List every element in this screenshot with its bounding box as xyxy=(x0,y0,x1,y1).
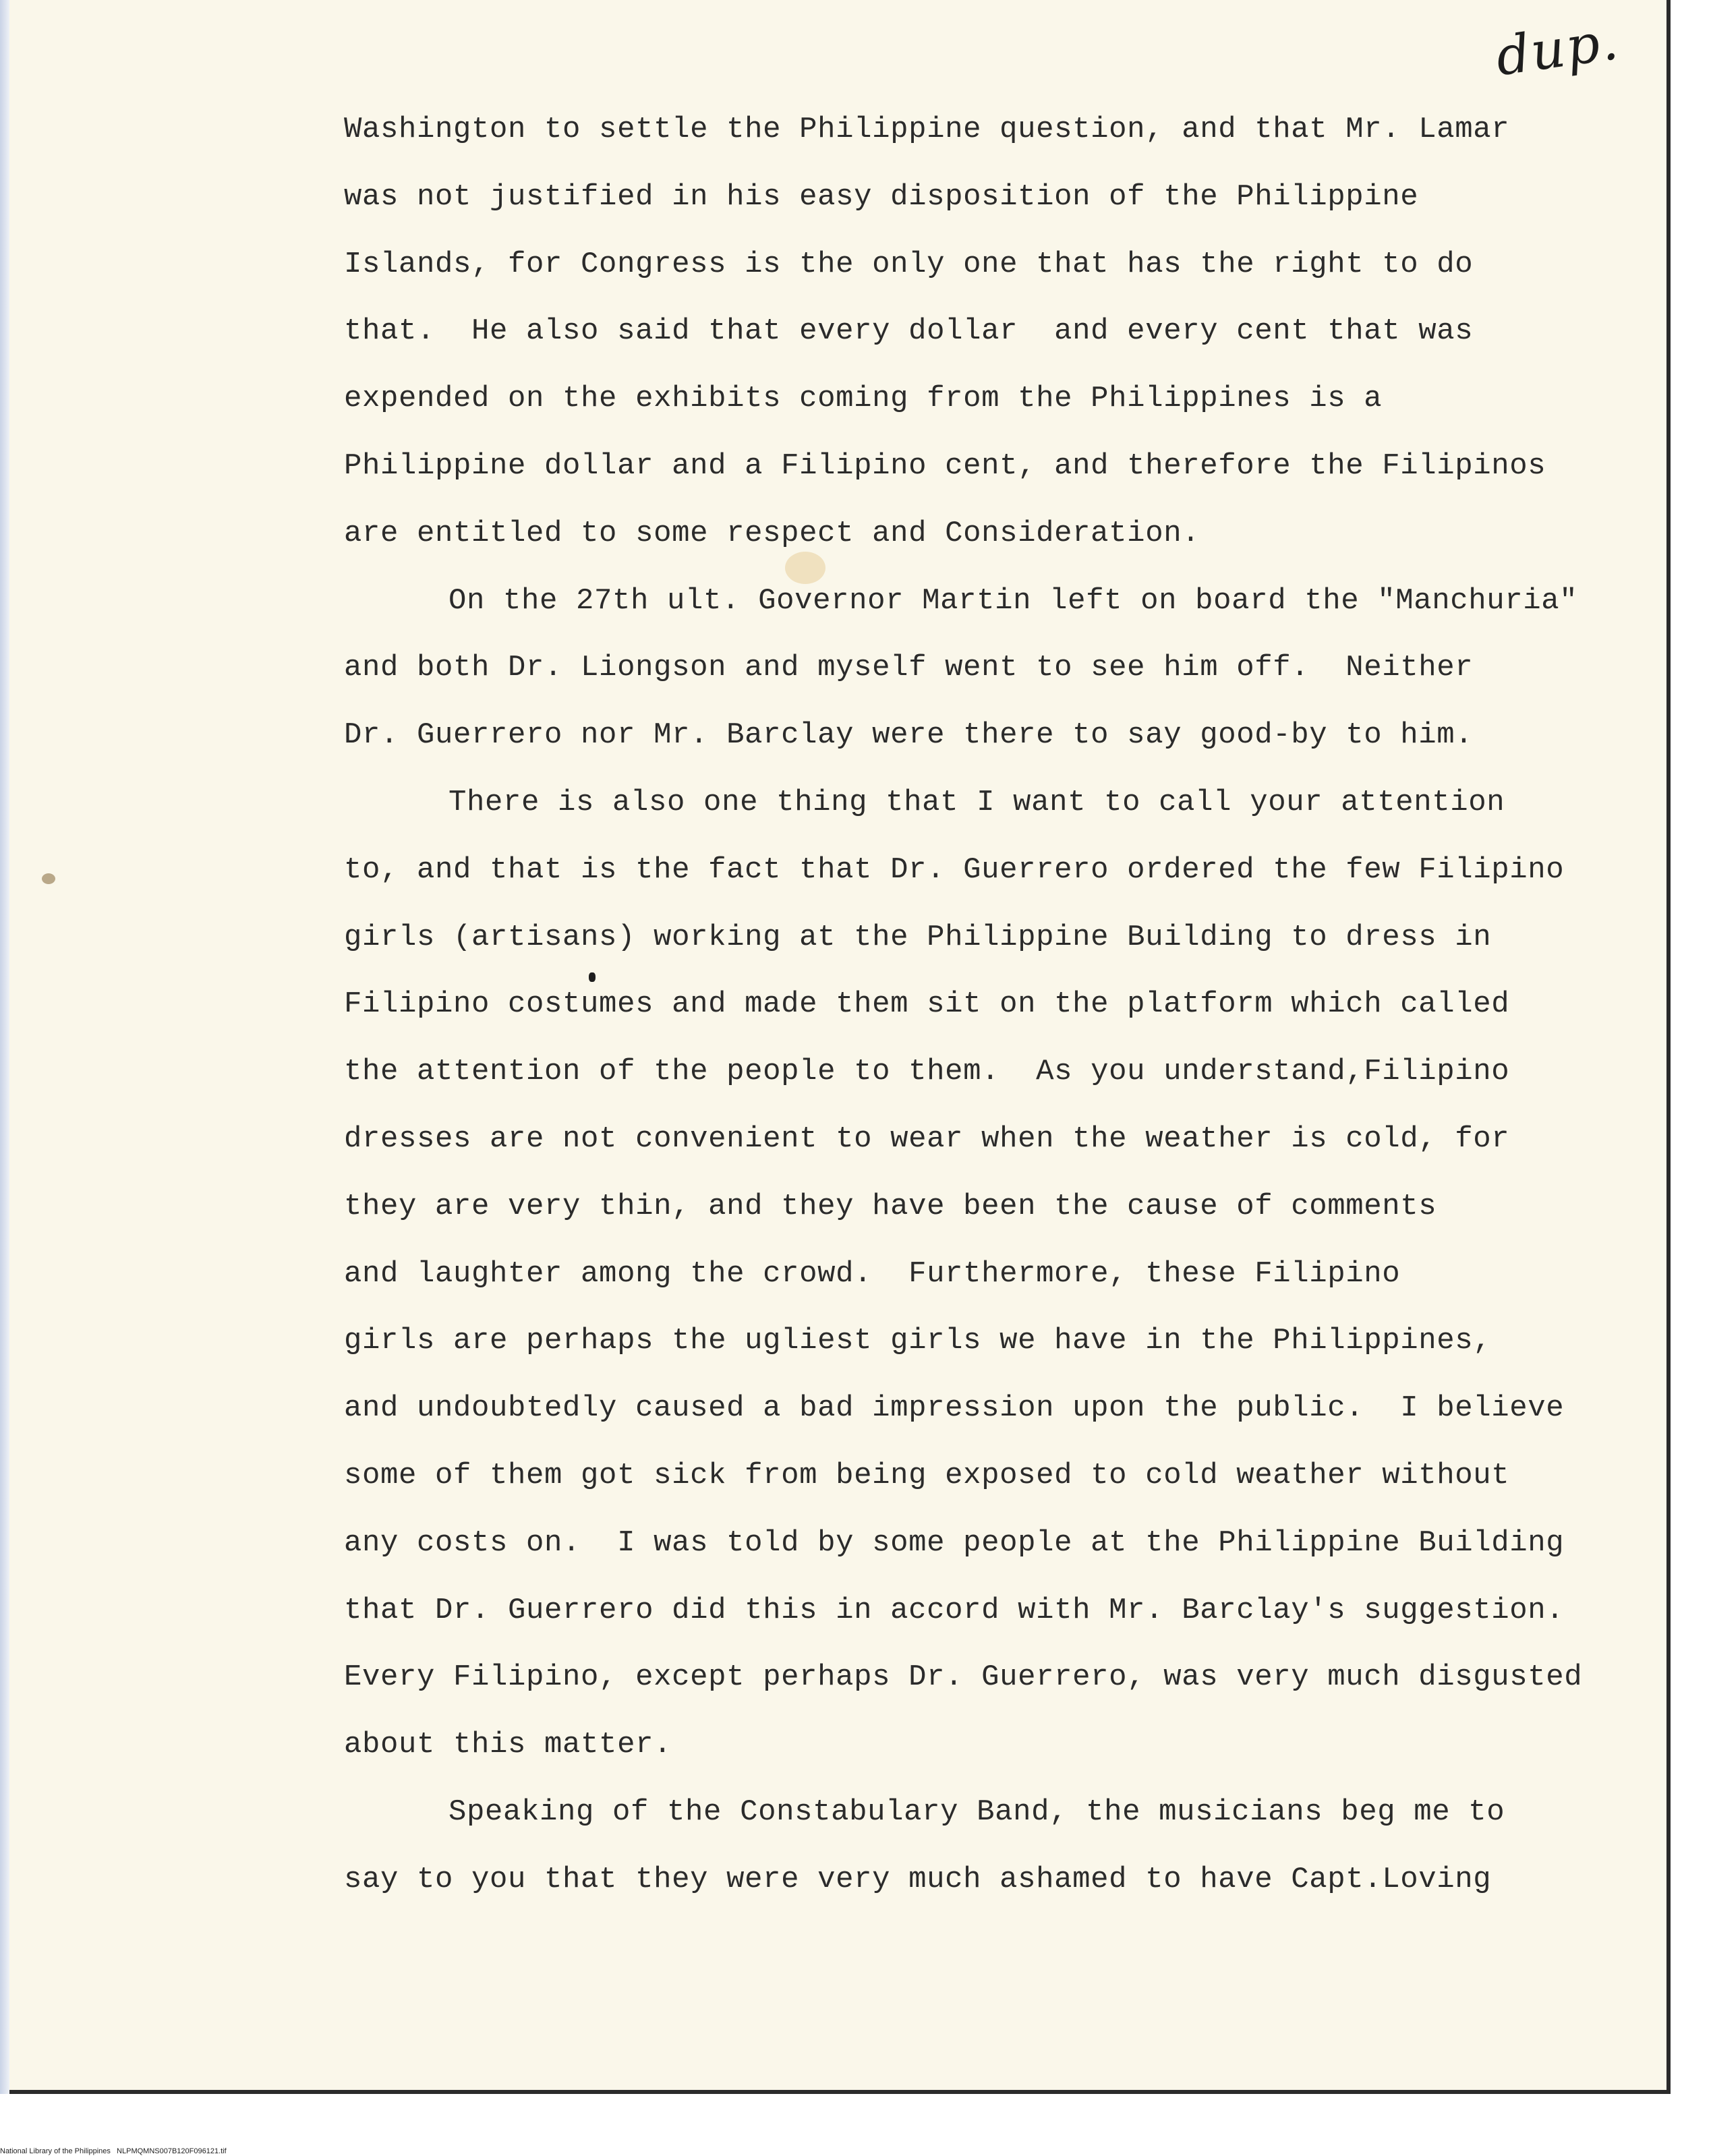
text-line: On the 27th ult. Governor Martin left on board the "Manchuria" xyxy=(448,584,1578,618)
ink-dot xyxy=(589,972,596,982)
text-line: and both Dr. Liongson and myself went to see him off. Neither xyxy=(344,651,1474,684)
text-line: Islands, for Congress is the only one that has the right to do xyxy=(344,247,1474,281)
text-line: Filipino costumes and made them sit on the platform which called xyxy=(344,987,1510,1021)
text-line: are entitled to some respect and Consideration. xyxy=(344,517,1200,550)
text-line: and undoubtedly caused a bad impression upon the public. I believe xyxy=(344,1391,1565,1425)
text-line: Dr. Guerrero nor Mr. Barclay were there to say good-by to him. xyxy=(344,718,1474,752)
text-line: Philippine dollar and a Filipino cent, and therefore the Filipinos xyxy=(344,449,1546,483)
text-line: any costs on. I was told by some people at the Philippine Building xyxy=(344,1526,1565,1560)
text-line: about this matter. xyxy=(344,1728,672,1761)
text-line: expended on the exhibits coming from the Philippines is a xyxy=(344,382,1383,415)
text-line: was not justified in his easy disposition of the Philippine xyxy=(344,180,1419,214)
archive-caption: National Library of the Philippines NLPMQMNS007B120F096121.tif xyxy=(0,2147,227,2155)
text-line: some of them got sick from being exposed to cold weather without xyxy=(344,1459,1510,1492)
text-line: and laughter among the crowd. Furthermore, these Filipino xyxy=(344,1257,1401,1291)
handwritten-annotation: dup. xyxy=(1492,10,1623,88)
text-line: that Dr. Guerrero did this in accord with Mr. Barclay's suggestion. xyxy=(344,1594,1565,1627)
text-line: girls are perhaps the ugliest girls we have in the Philippines, xyxy=(344,1324,1492,1358)
text-line: dresses are not convenient to wear when the weather is cold, for xyxy=(344,1122,1510,1156)
text-line: Speaking of the Constabulary Band, the musicians beg me to xyxy=(448,1795,1505,1829)
text-line: There is also one thing that I want to call your attention xyxy=(448,786,1505,819)
text-line: girls (artisans) working at the Philippine Building to dress in xyxy=(344,921,1492,954)
text-line: that. He also said that every dollar and every cent that was xyxy=(344,314,1474,348)
text-line: say to you that they were very much ashamed to have Capt.Loving xyxy=(344,1863,1492,1896)
text-line: they are very thin, and they have been the cause of comments xyxy=(344,1190,1437,1223)
text-line: to, and that is the fact that Dr. Guerrero ordered the few Filipino xyxy=(344,853,1565,887)
text-line: Washington to settle the Philippine question, and that Mr. Lamar xyxy=(344,113,1510,146)
text-line: Every Filipino, except perhaps Dr. Guerrero, was very much disgusted xyxy=(344,1660,1583,1694)
text-line: the attention of the people to them. As you understand,Filipino xyxy=(344,1055,1510,1088)
